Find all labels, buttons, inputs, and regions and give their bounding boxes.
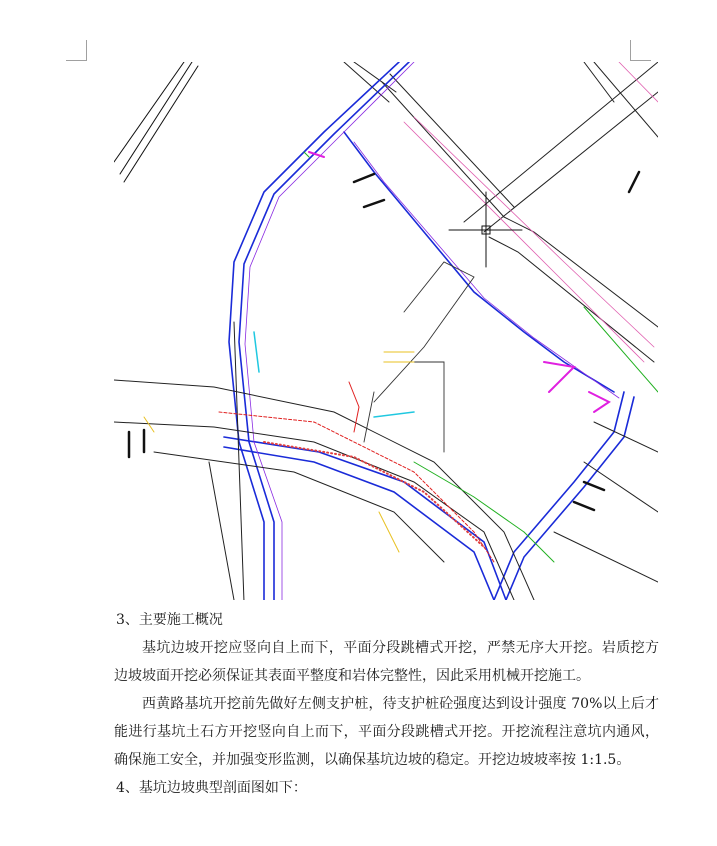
crop-mark-top-left [66,40,87,61]
drawing-road-northeast [344,62,658,362]
crop-mark-top-right [630,40,651,61]
drawing-purple-offsets [245,62,619,600]
drawing-blue-pipeline-main [224,62,634,600]
drawing-green-lines [304,152,658,562]
document-body [114,606,659,802]
drawing-cyan-lines [254,332,414,417]
section-3-paragraph-2: 西黄路基坑开挖前先做好左侧支护桩，待支护桩砼强度达到设计强度 70%以上后才能进行基坑土石方开挖竖向自上而下，平面分段跳槽式开挖。开挖流程注意坑内通风，确保施工安全，并加强变形监测，以确保基坑边坡的稳定。开挖边坡坡率按 1:1.5。 [114,696,659,768]
section-3-heading: 3、主要施工概况 [116,612,223,628]
drawing-road-south [114,322,658,600]
section-4-heading: 4、基坑边坡典型剖面图如下： [116,780,307,796]
drawing-pink-road-lines [404,62,658,362]
drawing-road-edges-topleft [114,62,198,182]
drawing-red-dotted-route [264,442,484,547]
section-3-paragraph-1: 基坑边坡开挖应竖向自上而下，平面分段跳槽式开挖，严禁无序大开挖。岩质挖方边坡坡面开挖必须保证其表面平整度和岩体完整性，因此采用机械开挖施工。 [114,640,659,684]
cad-site-plan-drawing [114,62,658,600]
drawing-red-boundary [219,412,494,562]
drawing-site-outline [364,262,474,452]
